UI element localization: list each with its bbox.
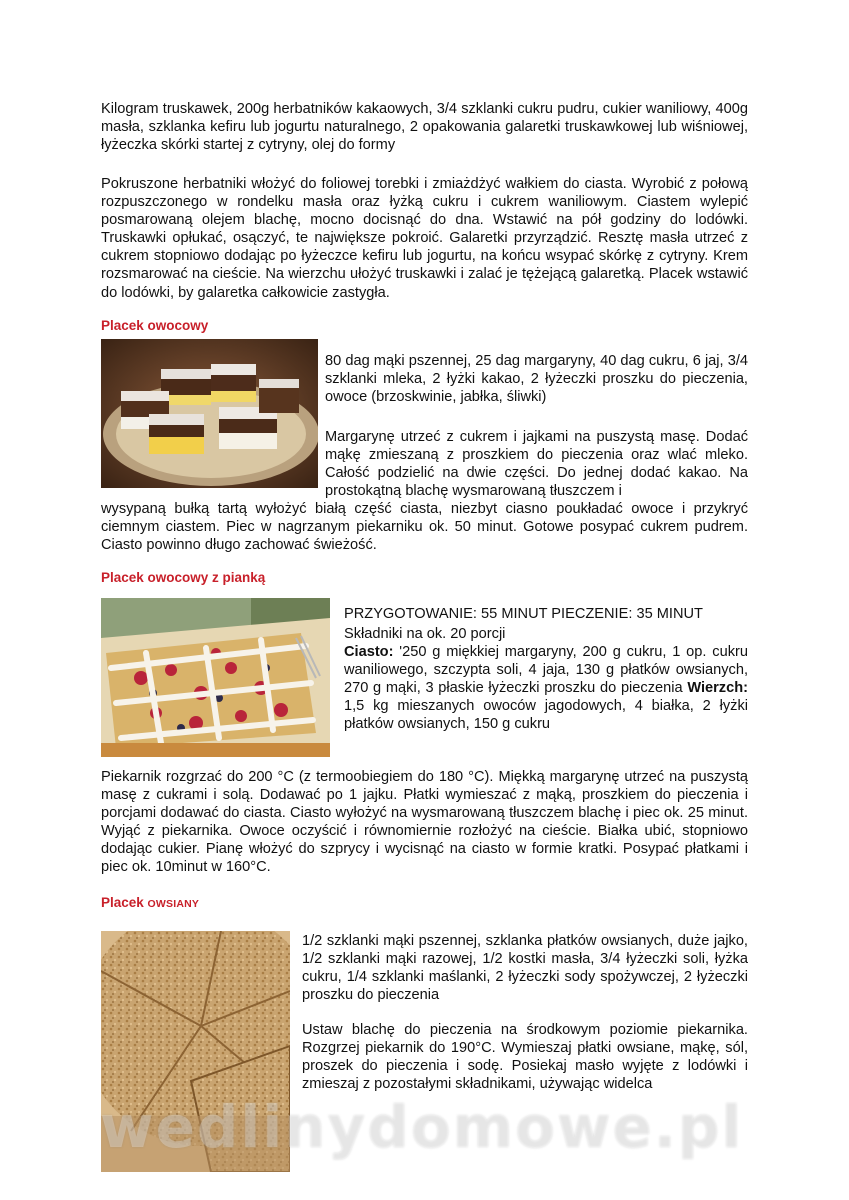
topping-label: Wierzch: bbox=[687, 680, 748, 697]
recipe2-times: PRZYGOTOWANIE: 55 MINUT PIECZENIE: 35 MINUT bbox=[344, 606, 703, 622]
recipe2-title: Placek owocowy z pianką bbox=[101, 570, 266, 585]
recipe1-method-full: wysypaną bułką tartą wyłożyć białą część ciasta, niezbyt ciasno poukładać owoce i przykryć ciemnym ciastem. Piec w nagrzanym piekarniku ok. 50 minut. Gotowe posypać cukrem pudrem. Ciasto powinno długo zachować świeżość. bbox=[101, 501, 748, 554]
recipe1-title: Placek owocowy bbox=[101, 318, 209, 333]
recipe1-ingredients: 80 dag mąki pszennej, 25 dag margaryny, 40 dag cukru, 6 jaj, 3/4 szklanki mleka, 2 łyżki kakao, 2 łyżeczki proszku do pieczenia, owoce (brzoskwinie, jabłka, śliwki) bbox=[325, 353, 748, 406]
recipe3-method: Ustaw blachę do pieczenia na środkowym poziomie piekarnika. Rozgrzej piekarnik do 190°C. Wymieszaj płatki owsiane, mąkę, sól, proszek do pieczenia i sodę. Posiekaj masło wyjęte z lodówki i zmieszaj z pozostałymi składnikami, używając widelca bbox=[302, 1022, 748, 1093]
recipe2-method: Piekarnik rozgrzać do 200 °C (z termoobiegiem do 180 °C). Miękką margarynę utrzeć na puszystą masę z cukrami i solą. Dodawać po 1 jajku. Płatki wymieszać z mąką, proszkiem do pieczenia i porcjami dodawać do ciasta. Ciasto wyłożyć na wysmarowaną tłuszczem blachę i piec ok. 25 minut. Wyjąć z piekarnika. Owoce oczyścić i równomiernie rozłożyć na cieście. Białka ubić, stopniowo dodając cukier. Pianę włożyć do szprycy i wycisnąć na ciasto w formie kratki. Posypać płatkami i piec ok. 10minut w 160°C. bbox=[101, 769, 748, 876]
cake-slices-photo bbox=[101, 339, 318, 488]
topping-text: 1,5 kg mieszanych owoców jagodowych, 4 białka, 2 łyżki płatków owsianych, 150 g cukru bbox=[344, 698, 748, 733]
recipe3-title-small: OWSIANY bbox=[147, 898, 200, 910]
recipe3-ingredients: 1/2 szklanki mąki pszennej, szklanka płatków owsianych, duże jajko, 1/2 szklanki mąki razowej, 1/2 kostki masła, 3/4 łyżeczki soli, łyżka cukru, 1/4 szklanki maślanki, 2 łyżeczki sody spożywczej, 2 łyżeczki proszku do pieczenia bbox=[302, 933, 748, 1004]
intro-method: Pokruszone herbatniki włożyć do foliowej torebki i zmiażdżyć wałkiem do ciasta. Wyrobić z połową rozpuszczonego w rondelku masła oraz łyżką cukru i cukrem waniliowym. Ciastem wylepić posmarowaną olejem blachę, mocno docisnąć do dna. Wstawić na pół godziny do lodówki. Truskawki opłukać, osączyć, te największe pokroić. Galaretki przyrządzić. Resztę masła utrzeć z cukrem stopniowo dodając po łyżeczce kefiru lub jogurtu, na końcu wsypać skórkę z cytryny. Krem rozsmarować na cieście. Na wierzchu ułożyć truskawki i zalać je tężejącą galaretką. Placek wstawić do lodówki, by galaretka całkowicie zastygła. bbox=[101, 176, 748, 301]
recipe2-servings: Składniki na ok. 20 porcji bbox=[344, 626, 506, 642]
recipe3-title bbox=[101, 895, 199, 912]
intro-ingredients: Kilogram truskawek, 200g herbatników kakaowych, 3/4 szklanki cukru pudru, cukier waniliowy, 400g masła, szklanka kefiru lub jogurtu naturalnego, 2 opakowania galaretki truskawkowej lub wiśniowej, łyżeczka skórki startej z cytryny, olej do formy bbox=[101, 101, 748, 154]
recipe3-title-main: Placek bbox=[101, 895, 148, 910]
watermark: wedlinydomowe.pl bbox=[100, 1093, 744, 1161]
dough-text: '250 g miękkiej margaryny, 200 g cukru, 1 op. cukru waniliowego, szczypta soli, 4 jaja, 130 g płatków owsianych, 270 g mąki, 3 płaskie łyżeczki proszku do pieczenia bbox=[344, 644, 748, 697]
recipe1-method-side: Margarynę utrzeć z cukrem i jajkami na puszystą masę. Dodać mąkę zmieszaną z proszkiem do pieczenia oraz wlać mleko. Całość podzielić na dwie części. Do jednej dodać kakao. Na prostokątną blachę wysmarowaną tłuszczem i bbox=[325, 429, 748, 500]
dough-label: Ciasto: bbox=[344, 644, 394, 660]
meringue-berry-cake-photo bbox=[101, 598, 330, 757]
recipe2-ingredients bbox=[344, 643, 748, 733]
